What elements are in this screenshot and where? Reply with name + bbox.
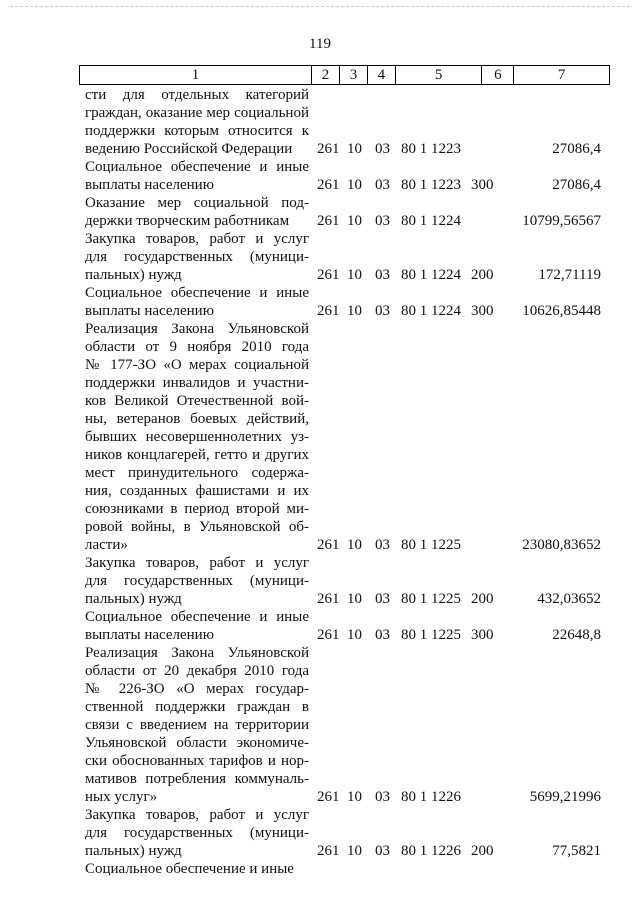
code-gr: 261 — [317, 141, 340, 157]
code-gr: 261 — [317, 213, 340, 229]
description-line: ласти» — [85, 537, 128, 553]
code-section: 10 — [347, 843, 362, 859]
description-line: Закупка товаров, работ и услуг — [85, 231, 309, 247]
code-section: 10 — [347, 789, 362, 805]
description-line: Социальное обеспечение и иные — [85, 609, 309, 625]
description-line: сти для отдельных категорий — [85, 87, 309, 103]
description-line: ственной поддержки граждан в — [85, 699, 309, 715]
description-line: поддержки инвалидов и участни- — [85, 375, 309, 391]
code-section: 10 — [347, 537, 362, 553]
code-subsection: 03 — [375, 141, 390, 157]
description-line: Социальное обеспечение и иные — [85, 861, 294, 877]
code-subsection: 03 — [375, 177, 390, 193]
header-col-5: 5 — [395, 66, 482, 84]
row-description — [85, 86, 309, 158]
description-line: союзниками в период второй ми- — [85, 501, 309, 517]
description-line: для государственных (муници- — [85, 249, 309, 265]
table-row — [85, 608, 605, 644]
description-line: Ульяновской области экономиче- — [85, 735, 309, 751]
header-col-4: 4 — [367, 66, 395, 84]
code-expense-type: 300 — [471, 177, 494, 193]
header-col-3: 3 — [339, 66, 367, 84]
description-line: ски обоснованных тарифов и нор- — [85, 753, 309, 769]
description-line: держки творческим работникам — [85, 213, 290, 229]
code-gr: 261 — [317, 177, 340, 193]
description-line: связи с введением на территории — [85, 717, 309, 733]
code-target: 80 1 1225 — [401, 627, 461, 643]
code-subsection: 03 — [375, 591, 390, 607]
description-line: граждан, оказание мер социальной — [85, 105, 309, 121]
row-description — [85, 860, 309, 878]
header-col-1: 1 — [191, 67, 200, 83]
code-subsection: 03 — [375, 537, 390, 553]
table-row — [85, 554, 605, 608]
header-col-6: 6 — [481, 66, 513, 84]
code-gr: 261 — [317, 267, 340, 283]
description-line: мест принудительного содержа- — [85, 465, 309, 481]
description-line: мативов потребления коммуналь- — [85, 771, 309, 787]
code-subsection: 03 — [375, 789, 390, 805]
row-description — [85, 320, 309, 554]
description-line: области от 20 декабря 2010 года — [85, 663, 309, 679]
code-expense-type: 300 — [471, 303, 494, 319]
description-line: Закупка товаров, работ и услуг — [85, 555, 309, 571]
table-header — [79, 65, 610, 85]
code-section: 10 — [347, 267, 362, 283]
code-gr: 261 — [317, 591, 340, 607]
code-target: 80 1 1224 — [401, 267, 461, 283]
table-row — [85, 806, 605, 860]
code-expense-type: 200 — [471, 591, 494, 607]
description-line: Закупка товаров, работ и услуг — [85, 807, 309, 823]
amount: 5699,21996 — [529, 789, 601, 805]
description-line: Социальное обеспечение и иные — [85, 159, 309, 175]
amount: 22648,8 — [552, 627, 601, 643]
description-line: ния, созданных фашистами и их — [85, 483, 309, 499]
row-description — [85, 608, 309, 644]
page-number: 119 — [309, 36, 331, 52]
code-subsection: 03 — [375, 213, 390, 229]
amount: 23080,83652 — [522, 537, 601, 553]
description-line: выплаты населению — [85, 627, 214, 643]
row-description — [85, 230, 309, 284]
description-line: Реализация Закона Ульяновской — [85, 321, 309, 337]
code-target: 80 1 1225 — [401, 537, 461, 553]
code-target: 80 1 1224 — [401, 213, 461, 229]
amount: 27086,4 — [552, 141, 601, 157]
description-line: № 226-ЗО «О мерах государ- — [85, 681, 309, 697]
amount: 27086,4 — [552, 177, 601, 193]
row-description — [85, 284, 309, 320]
description-line: Реализация Закона Ульяновской — [85, 645, 309, 661]
code-target: 80 1 1226 — [401, 843, 461, 859]
description-line: Социальное обеспечение и иные — [85, 285, 309, 301]
code-subsection: 03 — [375, 267, 390, 283]
code-gr: 261 — [317, 537, 340, 553]
code-expense-type: 200 — [471, 843, 494, 859]
amount: 10626,85448 — [522, 303, 601, 319]
code-subsection: 03 — [375, 627, 390, 643]
code-subsection: 03 — [375, 843, 390, 859]
row-description — [85, 158, 309, 194]
description-line: для государственных (муници- — [85, 825, 309, 841]
amount: 77,5821 — [552, 843, 601, 859]
description-line: области от 9 ноября 2010 года — [85, 339, 309, 355]
description-line: ведению Российской Федерации — [85, 141, 293, 157]
table-row — [85, 230, 605, 284]
code-gr: 261 — [317, 627, 340, 643]
code-target: 80 1 1224 — [401, 303, 461, 319]
description-line: для государственных (муници- — [85, 573, 309, 589]
table-row — [85, 86, 605, 158]
description-line: пальных) нужд — [85, 843, 182, 859]
description-line: пальных) нужд — [85, 591, 182, 607]
table-row — [85, 644, 605, 806]
code-target: 80 1 1226 — [401, 789, 461, 805]
description-line: ны, ветеранов боевых действий, — [85, 411, 309, 427]
code-target: 80 1 1223 — [401, 177, 461, 193]
description-line: бывших несовершеннолетних уз- — [85, 429, 309, 445]
table-row — [85, 860, 605, 878]
description-line: выплаты населению — [85, 177, 214, 193]
description-line: ников концлагерей, гетто и других — [85, 447, 309, 463]
code-subsection: 03 — [375, 303, 390, 319]
code-section: 10 — [347, 213, 362, 229]
table-body — [85, 86, 605, 878]
description-line: поддержки которым относится к — [85, 123, 309, 139]
scan-top-edge — [10, 6, 630, 7]
code-section: 10 — [347, 591, 362, 607]
code-expense-type: 200 — [471, 267, 494, 283]
header-col-7: 7 — [513, 66, 609, 84]
description-line: Оказание мер социальной под- — [85, 195, 309, 211]
row-description — [85, 194, 309, 230]
table-row — [85, 320, 605, 554]
amount: 172,71119 — [538, 267, 601, 283]
code-section: 10 — [347, 627, 362, 643]
header-col-2: 2 — [311, 66, 339, 84]
amount: 10799,56567 — [522, 213, 601, 229]
description-line: № 177-ЗО «О мерах социальной — [85, 357, 309, 373]
code-target: 80 1 1223 — [401, 141, 461, 157]
amount: 432,03652 — [537, 591, 601, 607]
code-section: 10 — [347, 303, 362, 319]
row-description — [85, 806, 309, 860]
code-section: 10 — [347, 141, 362, 157]
table-row — [85, 158, 605, 194]
description-line: ровой войны, в Ульяновской об- — [85, 519, 309, 535]
table-row — [85, 284, 605, 320]
code-gr: 261 — [317, 789, 340, 805]
row-description — [85, 644, 309, 806]
code-target: 80 1 1225 — [401, 591, 461, 607]
description-line: ных услуг» — [85, 789, 158, 805]
code-section: 10 — [347, 177, 362, 193]
row-description — [85, 554, 309, 608]
code-expense-type: 300 — [471, 627, 494, 643]
description-line: ков Великой Отечественной вой- — [85, 393, 309, 409]
code-gr: 261 — [317, 843, 340, 859]
code-gr: 261 — [317, 303, 340, 319]
description-line: выплаты населению — [85, 303, 214, 319]
table-row — [85, 194, 605, 230]
description-line: пальных) нужд — [85, 267, 182, 283]
